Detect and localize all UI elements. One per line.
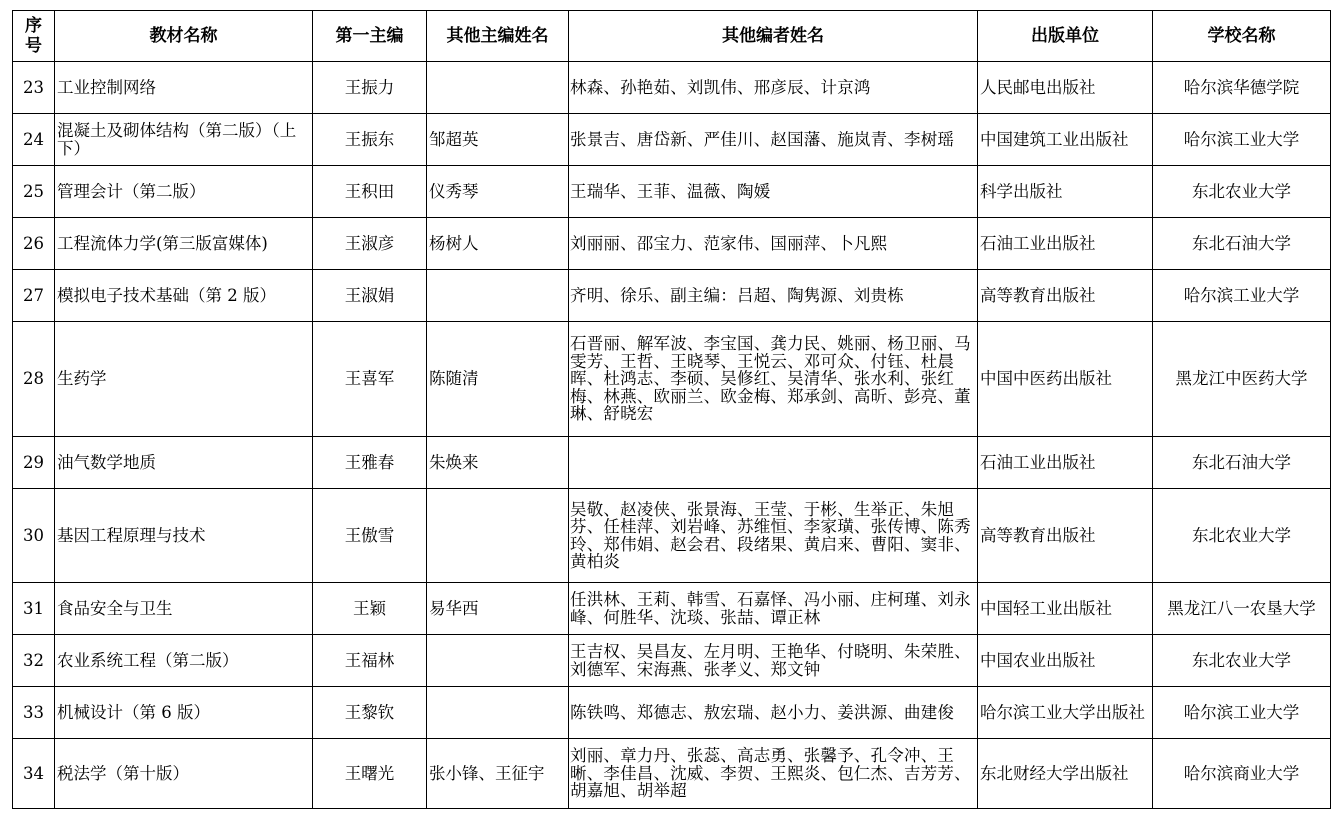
cell-chief-editor: 王曙光 <box>313 739 427 809</box>
cell-other-editors: 任洪林、王莉、韩雪、石嘉怿、冯小丽、庄柯瑾、刘永峰、何胜华、沈琰、张喆、谭正林 <box>569 583 978 635</box>
cell-other-editors: 张景吉、唐岱新、严佳川、赵国藩、施岚青、李树瑶 <box>569 114 978 166</box>
cell-no: 28 <box>13 322 55 437</box>
cell-chief-editor: 王振力 <box>313 62 427 114</box>
cell-publisher: 人民邮电出版社 <box>978 62 1153 114</box>
cell-chief-editor: 王黎钦 <box>313 687 427 739</box>
table-row <box>13 583 1331 635</box>
cell-no: 34 <box>13 739 55 809</box>
cell-publisher: 石油工业出版社 <box>978 437 1153 489</box>
header-other-editors: 其他编者姓名 <box>569 11 978 62</box>
textbook-table <box>12 10 1331 809</box>
cell-chief-editor: 王喜军 <box>313 322 427 437</box>
cell-no: 32 <box>13 635 55 687</box>
cell-chief-editor: 王振东 <box>313 114 427 166</box>
table-row <box>13 322 1331 437</box>
cell-other-editors: 王瑞华、王菲、温薇、陶媛 <box>569 166 978 218</box>
cell-co-chief-editors: 陈随清 <box>427 322 569 437</box>
cell-co-chief-editors <box>427 687 569 739</box>
cell-title: 税法学（第十版） <box>55 739 313 809</box>
cell-school: 东北农业大学 <box>1153 166 1331 218</box>
cell-title: 农业系统工程（第二版） <box>55 635 313 687</box>
cell-chief-editor: 王雅春 <box>313 437 427 489</box>
cell-co-chief-editors: 朱焕来 <box>427 437 569 489</box>
cell-title: 油气数学地质 <box>55 437 313 489</box>
cell-other-editors: 吴敬、赵凌侠、张景海、王莹、于彬、生举正、朱旭芬、任桂萍、刘岩峰、苏维恒、李家璜、张传博、陈秀玲、郑伟娟、赵会君、段绪果、黄启来、曹阳、窦非、黄柏炎 <box>569 489 978 583</box>
cell-other-editors: 林森、孙艳茹、刘凯伟、邢彦辰、计京鸿 <box>569 62 978 114</box>
cell-other-editors: 刘丽、章力丹、张蕊、高志勇、张馨予、孔令冲、王晰、李佳昌、沈威、李贺、王熙炎、包仁杰、吉芳芳、胡嘉旭、胡举超 <box>569 739 978 809</box>
table-row <box>13 114 1331 166</box>
header-title: 教材名称 <box>55 11 313 62</box>
header-chief-editor: 第一主编 <box>313 11 427 62</box>
table-row <box>13 437 1331 489</box>
cell-co-chief-editors: 杨树人 <box>427 218 569 270</box>
cell-other-editors: 刘丽丽、邵宝力、范家伟、国丽萍、卜凡熙 <box>569 218 978 270</box>
cell-other-editors: 齐明、徐乐、副主编：吕超、陶隽源、刘贵栋 <box>569 270 978 322</box>
cell-other-editors: 陈铁鸣、郑德志、敖宏瑞、赵小力、姜洪源、曲建俊 <box>569 687 978 739</box>
cell-no: 23 <box>13 62 55 114</box>
cell-school: 黑龙江中医药大学 <box>1153 322 1331 437</box>
cell-publisher: 哈尔滨工业大学出版社 <box>978 687 1153 739</box>
cell-co-chief-editors: 仪秀琴 <box>427 166 569 218</box>
cell-publisher: 中国建筑工业出版社 <box>978 114 1153 166</box>
header-row <box>13 11 1331 62</box>
table-row <box>13 166 1331 218</box>
cell-publisher: 中国农业出版社 <box>978 635 1153 687</box>
cell-co-chief-editors: 易华西 <box>427 583 569 635</box>
cell-school: 哈尔滨工业大学 <box>1153 270 1331 322</box>
cell-title: 管理会计（第二版） <box>55 166 313 218</box>
cell-co-chief-editors <box>427 62 569 114</box>
table-row <box>13 739 1331 809</box>
cell-chief-editor: 王颖 <box>313 583 427 635</box>
cell-title: 混凝土及砌体结构（第二版）（上下） <box>55 114 313 166</box>
cell-other-editors: 王吉权、吴昌友、左月明、王艳华、付晓明、朱荣胜、刘德军、宋海燕、张孝义、郑文钟 <box>569 635 978 687</box>
cell-chief-editor: 王积田 <box>313 166 427 218</box>
header-co-chief-editors: 其他主编姓名 <box>427 11 569 62</box>
cell-school: 哈尔滨商业大学 <box>1153 739 1331 809</box>
cell-school: 哈尔滨工业大学 <box>1153 114 1331 166</box>
cell-publisher: 高等教育出版社 <box>978 489 1153 583</box>
cell-chief-editor: 王淑彦 <box>313 218 427 270</box>
table-row <box>13 489 1331 583</box>
cell-no: 25 <box>13 166 55 218</box>
cell-no: 26 <box>13 218 55 270</box>
cell-school: 东北石油大学 <box>1153 218 1331 270</box>
cell-publisher: 东北财经大学出版社 <box>978 739 1153 809</box>
header-no: 序号 <box>13 11 55 62</box>
cell-co-chief-editors <box>427 635 569 687</box>
cell-title: 机械设计（第 6 版） <box>55 687 313 739</box>
cell-no: 33 <box>13 687 55 739</box>
cell-publisher: 石油工业出版社 <box>978 218 1153 270</box>
cell-other-editors: 石晋丽、解军波、李宝国、龚力民、姚丽、杨卫丽、马雯芳、王哲、王晓琴、王悦云、邓可众、付钰、杜晨晖、杜鸿志、李硕、吴修红、吴清华、张水利、张红梅、林燕、欧丽兰、欧金梅、郑承剑、高昕、彭亮、董琳、舒晓宏 <box>569 322 978 437</box>
cell-no: 30 <box>13 489 55 583</box>
table-row <box>13 270 1331 322</box>
cell-publisher: 中国中医药出版社 <box>978 322 1153 437</box>
cell-co-chief-editors <box>427 489 569 583</box>
cell-publisher: 高等教育出版社 <box>978 270 1153 322</box>
cell-school: 东北农业大学 <box>1153 489 1331 583</box>
cell-title: 食品安全与卫生 <box>55 583 313 635</box>
cell-no: 27 <box>13 270 55 322</box>
cell-title: 模拟电子技术基础（第 2 版） <box>55 270 313 322</box>
cell-publisher: 科学出版社 <box>978 166 1153 218</box>
cell-publisher: 中国轻工业出版社 <box>978 583 1153 635</box>
cell-title: 工业控制网络 <box>55 62 313 114</box>
cell-chief-editor: 王傲雪 <box>313 489 427 583</box>
cell-title: 工程流体力学(第三版富媒体) <box>55 218 313 270</box>
cell-chief-editor: 王淑娟 <box>313 270 427 322</box>
table-row <box>13 218 1331 270</box>
cell-no: 31 <box>13 583 55 635</box>
header-school: 学校名称 <box>1153 11 1331 62</box>
cell-chief-editor: 王福林 <box>313 635 427 687</box>
cell-school: 哈尔滨工业大学 <box>1153 687 1331 739</box>
table-row <box>13 635 1331 687</box>
cell-co-chief-editors <box>427 270 569 322</box>
cell-no: 29 <box>13 437 55 489</box>
cell-school: 东北农业大学 <box>1153 635 1331 687</box>
cell-co-chief-editors: 张小锋、王征宇 <box>427 739 569 809</box>
cell-other-editors <box>569 437 978 489</box>
cell-school: 哈尔滨华德学院 <box>1153 62 1331 114</box>
table-row <box>13 62 1331 114</box>
cell-no: 24 <box>13 114 55 166</box>
cell-title: 生药学 <box>55 322 313 437</box>
cell-co-chief-editors: 邹超英 <box>427 114 569 166</box>
cell-title: 基因工程原理与技术 <box>55 489 313 583</box>
cell-school: 黑龙江八一农垦大学 <box>1153 583 1331 635</box>
table-row <box>13 687 1331 739</box>
cell-school: 东北石油大学 <box>1153 437 1331 489</box>
header-publisher: 出版单位 <box>978 11 1153 62</box>
